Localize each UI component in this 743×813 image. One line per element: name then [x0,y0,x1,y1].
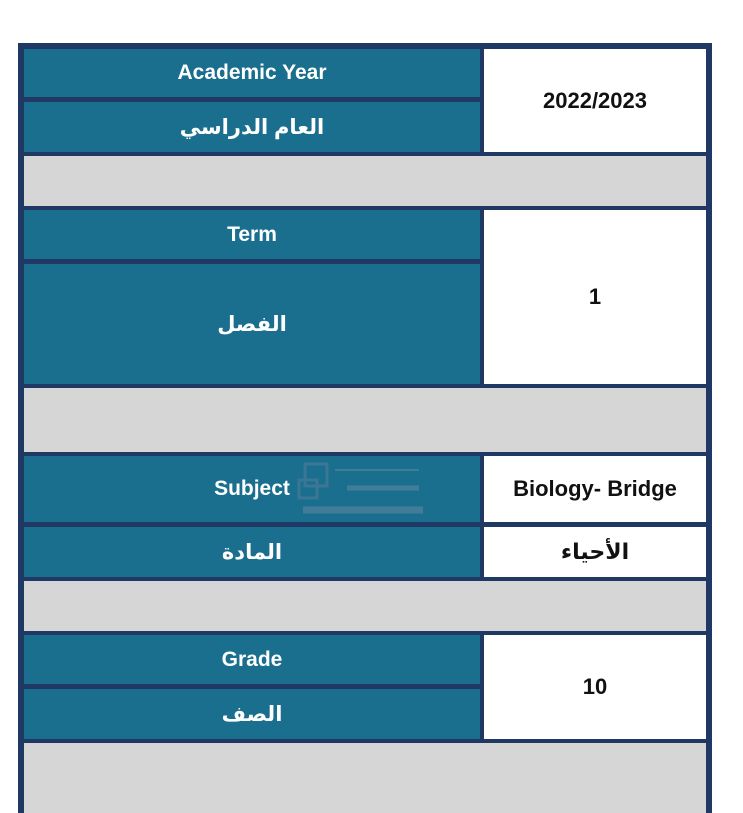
separator-row [24,743,706,813]
term-label-en: Term [24,210,480,259]
term-label-ar: الفصل [24,264,480,384]
academic-year-label-en: Academic Year [24,49,480,97]
separator-row [24,388,706,452]
subject-value-en: Biology- Bridge [484,456,706,522]
term-value: 1 [484,210,706,384]
separator-row [24,581,706,631]
grade-label-ar: الصف [24,689,480,739]
subject-value-ar: الأحياء [484,527,706,577]
subject-label-en: Subject [24,456,480,522]
info-table [18,43,712,813]
grade-value: 10 [484,635,706,739]
academic-year-value: 2022/2023 [484,49,706,152]
subject-label-ar: المادة [24,527,480,577]
grade-label-en: Grade [24,635,480,684]
separator-row [24,156,706,206]
academic-year-label-ar: العام الدراسي [24,102,480,152]
